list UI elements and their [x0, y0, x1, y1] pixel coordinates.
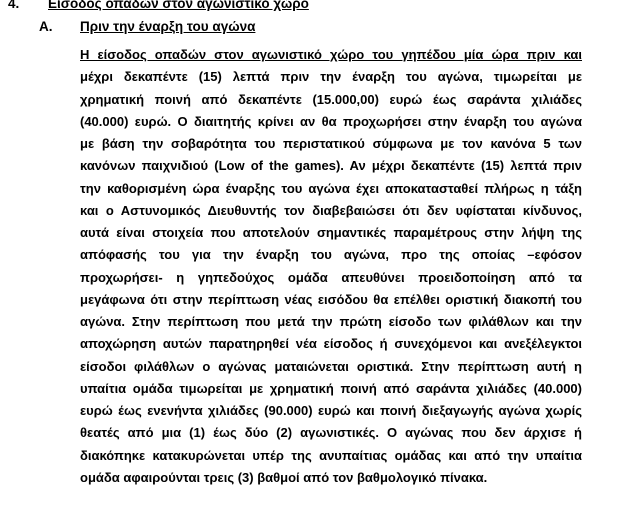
paragraph-line: και ο Αστυνομικός Διευθυντής τον διαβεβαιώσει ότι δεν υφίσταται κίνδυνος, [80, 202, 582, 218]
paragraph-line: την καθορισμένη ώρα έναρξης του αγώνα έχει αποκατασταθεί πλήρως η τάξη [80, 180, 582, 196]
paragraph-line: είσοδοι φιλάθλων ο αγώνας ματαιώνεται οριστικά. Στην περίπτωση αυτή η [80, 358, 582, 374]
paragraph-line: προχωρήσει- η γηπεδούχος ομάδα απευθύνει προειδοποίηση από τα [80, 269, 582, 285]
section-title: Είσοδος οπαδών στον αγωνιστικό χώρο [48, 0, 309, 11]
paragraph-line: με βάση την σοβαρότητα του περιστατικού σύμφωνα με τον κανόνα 5 των [80, 136, 582, 151]
paragraph-line: χρηματική ποινή από δεκαπέντε (15.000,00) ευρώ έως σαράντα χιλιάδες [80, 91, 582, 107]
section-heading [8, 0, 309, 12]
paragraph-line: κανόνων παιχνιδιού (Low of the games). Αν μέχρι δεκαπέντε (15) λεπτά πριν [80, 158, 582, 174]
paragraph-line: υπαίτια ομάδα τιμωρείται με χρηματική ποινή από σαράντα χιλιάδες (40.000) [80, 380, 582, 396]
section-number: 4. [8, 0, 20, 11]
body-paragraph [80, 44, 582, 489]
paragraph-line: απόφασής του για την έναρξη του αγώνα, προ της οποίας –εφόσον [80, 247, 582, 263]
paragraph-line: ομάδα αφαιρούνται τρεις (3) βαθμοί από τον βαθμολογικό πίνακα. [80, 469, 488, 485]
paragraph-line: αγώνα. Στην περίπτωση που μετά την πρώτη είσοδο των φιλάθλων και την [80, 314, 582, 329]
paragraph-line: μεγάφωνα ότι στην περίπτωση νέας εισόδου θα επέλθει οριστική διακοπή του [80, 291, 582, 307]
subsection-title: Πριν την έναρξη του αγώνα [80, 19, 256, 34]
paragraph-line: αποχώρηση αυτών παρατηρηθεί νέα είσοδος ή συνεχόμενοι και ανεξέλεγκτοι [80, 336, 582, 352]
paragraph-line: (40.000) ευρώ. Ο διαιτητής κρίνει αν θα προχωρήσει στην έναρξη του αγώνα [80, 113, 582, 129]
paragraph-line: ευρώ έως ενενήντα χιλιάδες (90.000) ευρώ και ποινή διεξαγωγής αγώνα χωρίς [80, 403, 582, 418]
paragraph-line: μέχρι δεκαπέντε (15) λεπτά πριν την έναρξη του αγώνα, τιμωρείται με [80, 69, 582, 85]
subsection-heading [39, 18, 255, 36]
subsection-letter: Α. [39, 19, 53, 34]
paragraph-line: αυτά είναι στοιχεία που αποτελούν σημαντικές παραμέτρους στην λήψη της [80, 225, 582, 240]
paragraph-line: θεατές από μια (1) έως δύο (2) αγωνιστικές. Ο αγώνας που δεν άρχισε ή [80, 425, 582, 441]
paragraph-line: διακόπηκε κατακυρώνεται υπέρ της ανυπαίτιας ομάδας και από την υπαίτια [80, 447, 582, 463]
paragraph-line: Η είσοδος οπαδών στον αγωνιστικό χώρο του γηπέδου μία ώρα πριν και [80, 47, 582, 62]
